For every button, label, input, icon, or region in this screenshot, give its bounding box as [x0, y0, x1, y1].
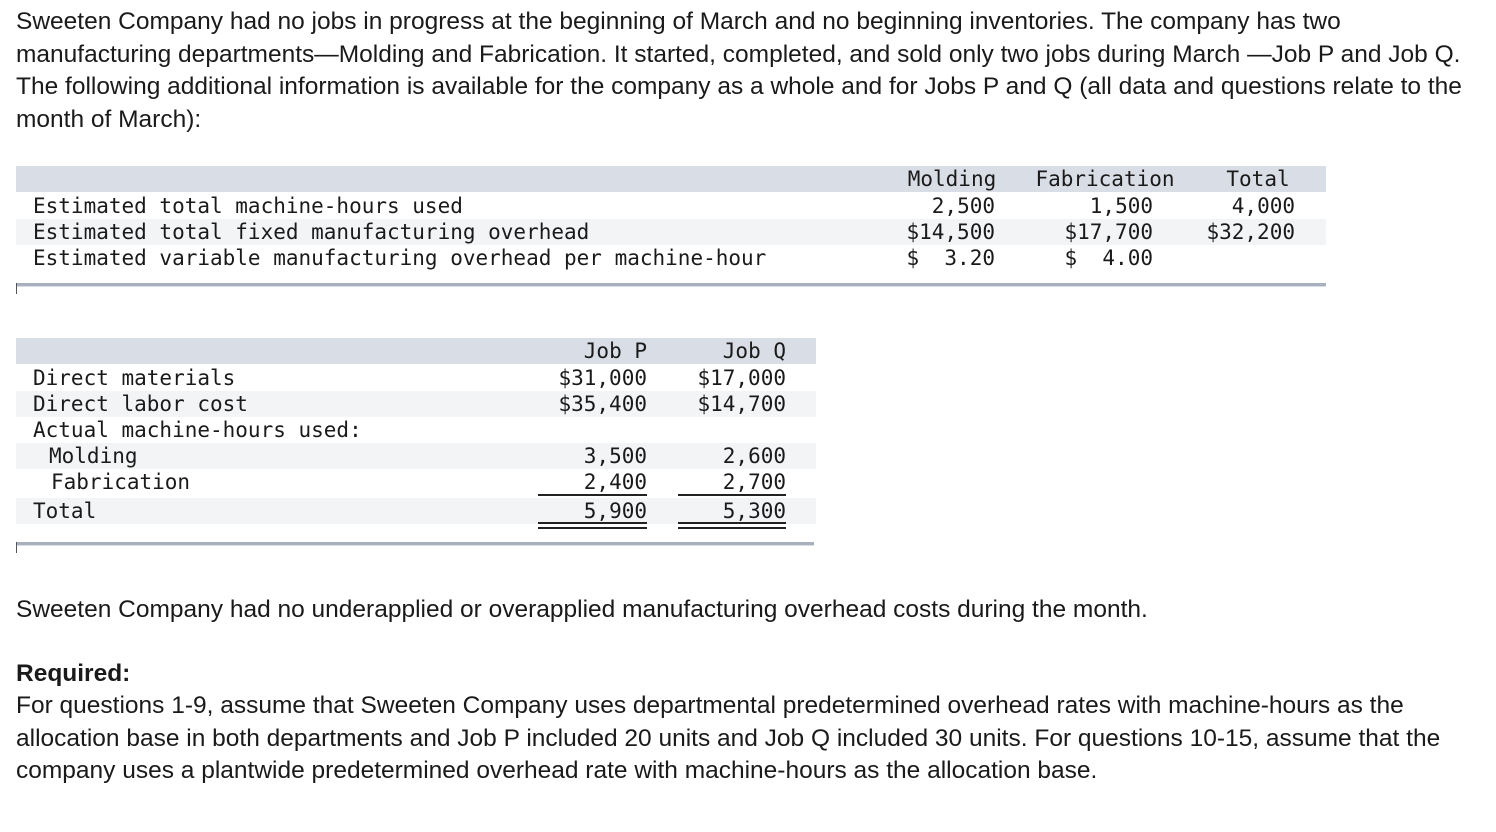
job-p-value: $31,000	[558, 366, 647, 390]
required-body: For questions 1-9, assume that Sweeten Company uses departmental predetermined overhead rates with machine-hours as the allocation base in both departments and Job P included 20 units and Job Q included 30 units. For questions 10-15, assume that the company uses a plantwide predetermined overhead rate with machine-hours as the allocation base.	[16, 692, 1441, 784]
overhead-note: Sweeten Company had no underapplied or overapplied manufacturing overhead costs during the month.	[16, 596, 1148, 623]
row-label: Direct materials	[33, 366, 236, 390]
fabrication-value: $17,700	[1064, 220, 1153, 244]
table-row	[16, 443, 816, 469]
row-label: Estimated total fixed manufacturing overhead	[33, 220, 590, 244]
job-p-value: 5,900	[583, 499, 647, 523]
required-heading: Required:	[16, 660, 131, 687]
table-row	[16, 498, 816, 524]
row-label: Estimated variable manufacturing overhead per machine-hour	[33, 246, 767, 270]
molding-value: $14,500	[906, 220, 995, 244]
table-row	[16, 219, 1326, 245]
job-q-value: $14,700	[697, 392, 786, 416]
row-label: Molding	[49, 444, 138, 468]
fabrication-value: $ 4.00	[1064, 246, 1153, 270]
total-double-rule-job-p	[538, 522, 647, 529]
table-header-row	[16, 166, 1326, 192]
subtotal-rule-job-p	[538, 494, 647, 496]
table-divider-tick	[16, 283, 17, 294]
job-q-value: $17,000	[697, 366, 786, 390]
total-double-rule-job-q	[678, 522, 786, 529]
fabrication-value: 1,500	[1089, 194, 1153, 218]
total-value	[1176, 245, 1295, 271]
job-p-value: $35,400	[558, 392, 647, 416]
molding-value: $ 3.20	[906, 246, 995, 270]
total-value: $32,200	[1206, 220, 1295, 244]
column-header-job-p: Job P	[583, 339, 647, 363]
table-row	[16, 469, 816, 495]
intro-paragraph: Sweeten Company had no jobs in progress at the beginning of March and no beginning inventories. The company has two manufacturing departments—Molding and Fabrication. It started, completed, and sold only two jobs during March —Job P and Job Q. The following additional information is available for the company as a whole and for Jobs P and Q (all data and questions relate to the month of March):	[16, 8, 1462, 133]
molding-value: 2,500	[931, 194, 995, 218]
table-row	[16, 391, 816, 417]
table-divider	[16, 283, 1326, 287]
total-value: 4,000	[1231, 194, 1295, 218]
column-header-job-q: Job Q	[722, 339, 786, 363]
estimates-table	[16, 166, 1326, 294]
table-row	[16, 417, 816, 443]
column-header-molding: Molding	[907, 167, 997, 191]
job-q-value: 2,700	[722, 470, 786, 494]
job-q-value: 5,300	[722, 499, 786, 523]
job-p-value: 3,500	[583, 444, 647, 468]
jobs-table	[16, 338, 816, 554]
row-label: Total	[33, 499, 97, 523]
column-header-fabrication: Fabrication	[1035, 167, 1175, 191]
row-label: Actual machine-hours used:	[33, 418, 362, 442]
job-p-value: 2,400	[583, 470, 647, 494]
row-label: Fabrication	[51, 470, 191, 494]
table-row	[16, 245, 1326, 271]
table-row	[16, 193, 1326, 219]
table-header-row	[16, 338, 816, 364]
table-divider-tick	[16, 542, 17, 553]
subtotal-rule-job-q	[678, 494, 786, 496]
column-header-total: Total	[1226, 167, 1290, 191]
table-divider	[16, 542, 814, 546]
row-label: Estimated total machine-hours used	[33, 194, 463, 218]
row-label: Direct labor cost	[33, 392, 248, 416]
job-q-value: 2,600	[722, 444, 786, 468]
table-row	[16, 365, 816, 391]
